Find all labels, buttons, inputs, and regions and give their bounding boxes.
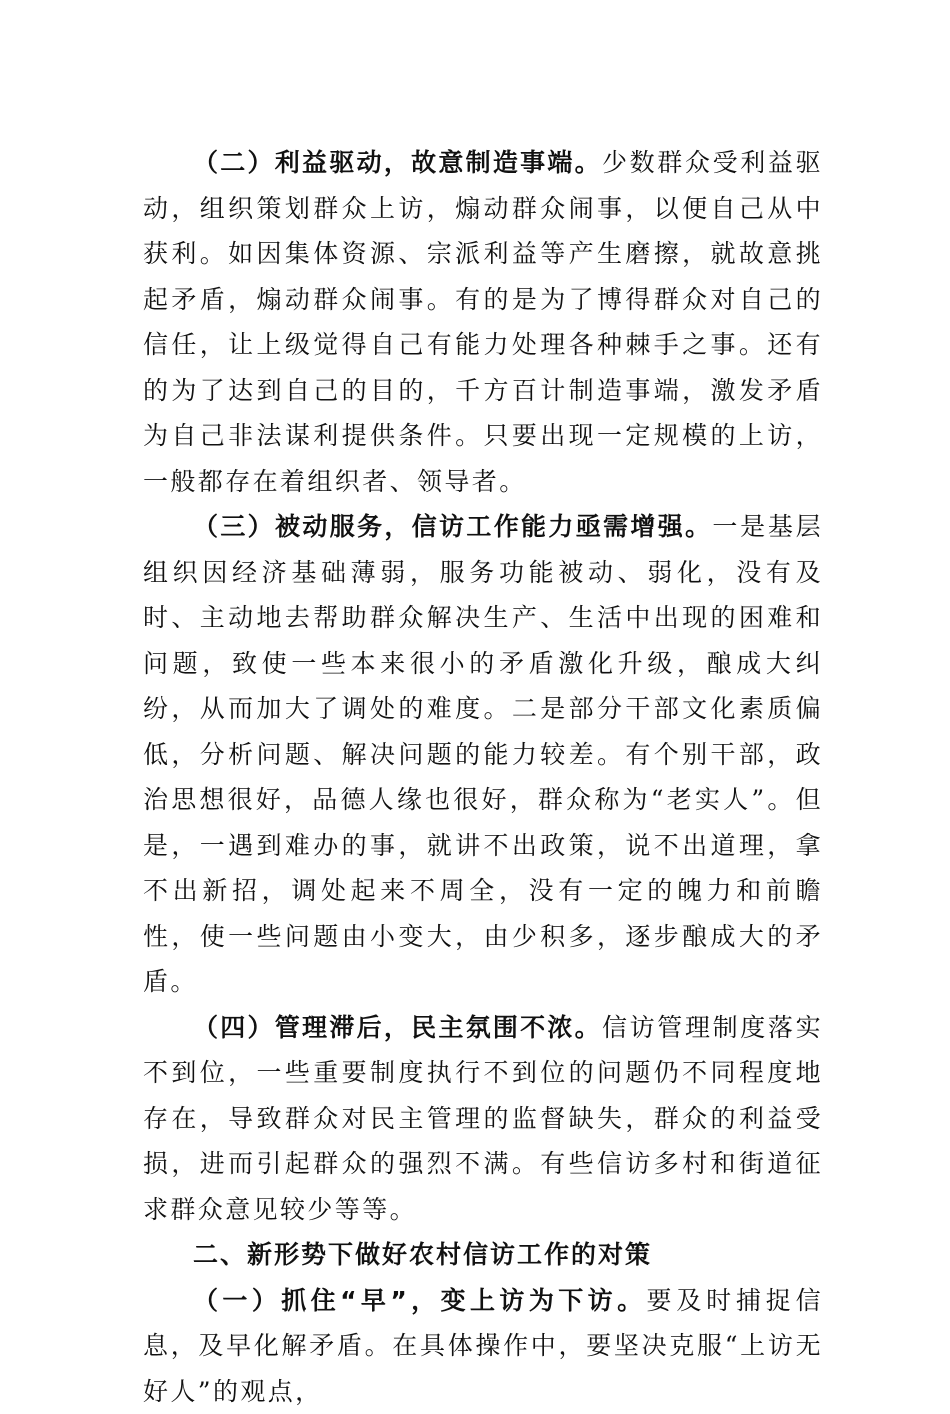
paragraph-interest-driven xyxy=(143,140,823,504)
paragraph-lead: （三）被动服务，信访工作能力亟需增强。 xyxy=(193,512,712,541)
paragraph-management-lag xyxy=(143,1005,823,1233)
paragraph-lead: （一）抓住“早”，变上访为下访。 xyxy=(193,1286,647,1315)
paragraph-text: 少数群众受利益驱动，组织策划群众上访，煽动群众闹事，以便自己从中获利。如因集体资源、宗派利益等产生磨擦，就故意挑起矛盾，煽动群众闹事。有的是为了博得群众对自己的信任，让上级觉得自己有能力处理各种棘手之事。还有的为了达到自己的目的，千方百计制造事端，激发矛盾为自己非法谋利提供条件。只要出现一定规模的上访，一般都存在着组织者、领导者。 xyxy=(143,148,823,496)
paragraph-lead: （二）利益驱动，故意制造事端。 xyxy=(193,148,602,177)
paragraph-grasp-early xyxy=(143,1278,823,1414)
paragraph-text: 要及时捕捉信息，及早化解矛盾。在具体操作中，要坚决克服“上访无好人”的观点， xyxy=(143,1286,823,1406)
paragraph-passive-service xyxy=(143,504,823,1005)
paragraph-lead: （四）管理滞后，民主氛围不浓。 xyxy=(193,1013,602,1042)
paragraph-text: 信访管理制度落实不到位，一些重要制度执行不到位的问题仍不同程度地存在，导致群众对民主管理的监督缺失，群众的利益受损，进而引起群众的强烈不满。有些信访多村和街道征求群众意见较少等等。 xyxy=(143,1013,823,1224)
paragraph-text: 一是基层组织因经济基础薄弱，服务功能被动、弱化，没有及时、主动地去帮助群众解决生产、生活中出现的困难和问题，致使一些本来很小的矛盾激化升级，酿成大纠纷，从而加大了调处的难度。二是部分干部文化素质偏低，分析问题、解决问题的能力较差。有个别干部，政治思想很好，品德人缘也很好，群众称为“老实人”。但是，一遇到难办的事，就讲不出政策，说不出道理，拿不出新招，调处起来不周全，没有一定的魄力和前瞻性，使一些问题由小变大，由少积多，逐步酿成大的矛盾。 xyxy=(143,512,823,996)
section-heading: 二、新形势下做好农村信访工作的对策 xyxy=(143,1232,823,1278)
document-body xyxy=(143,140,823,1414)
